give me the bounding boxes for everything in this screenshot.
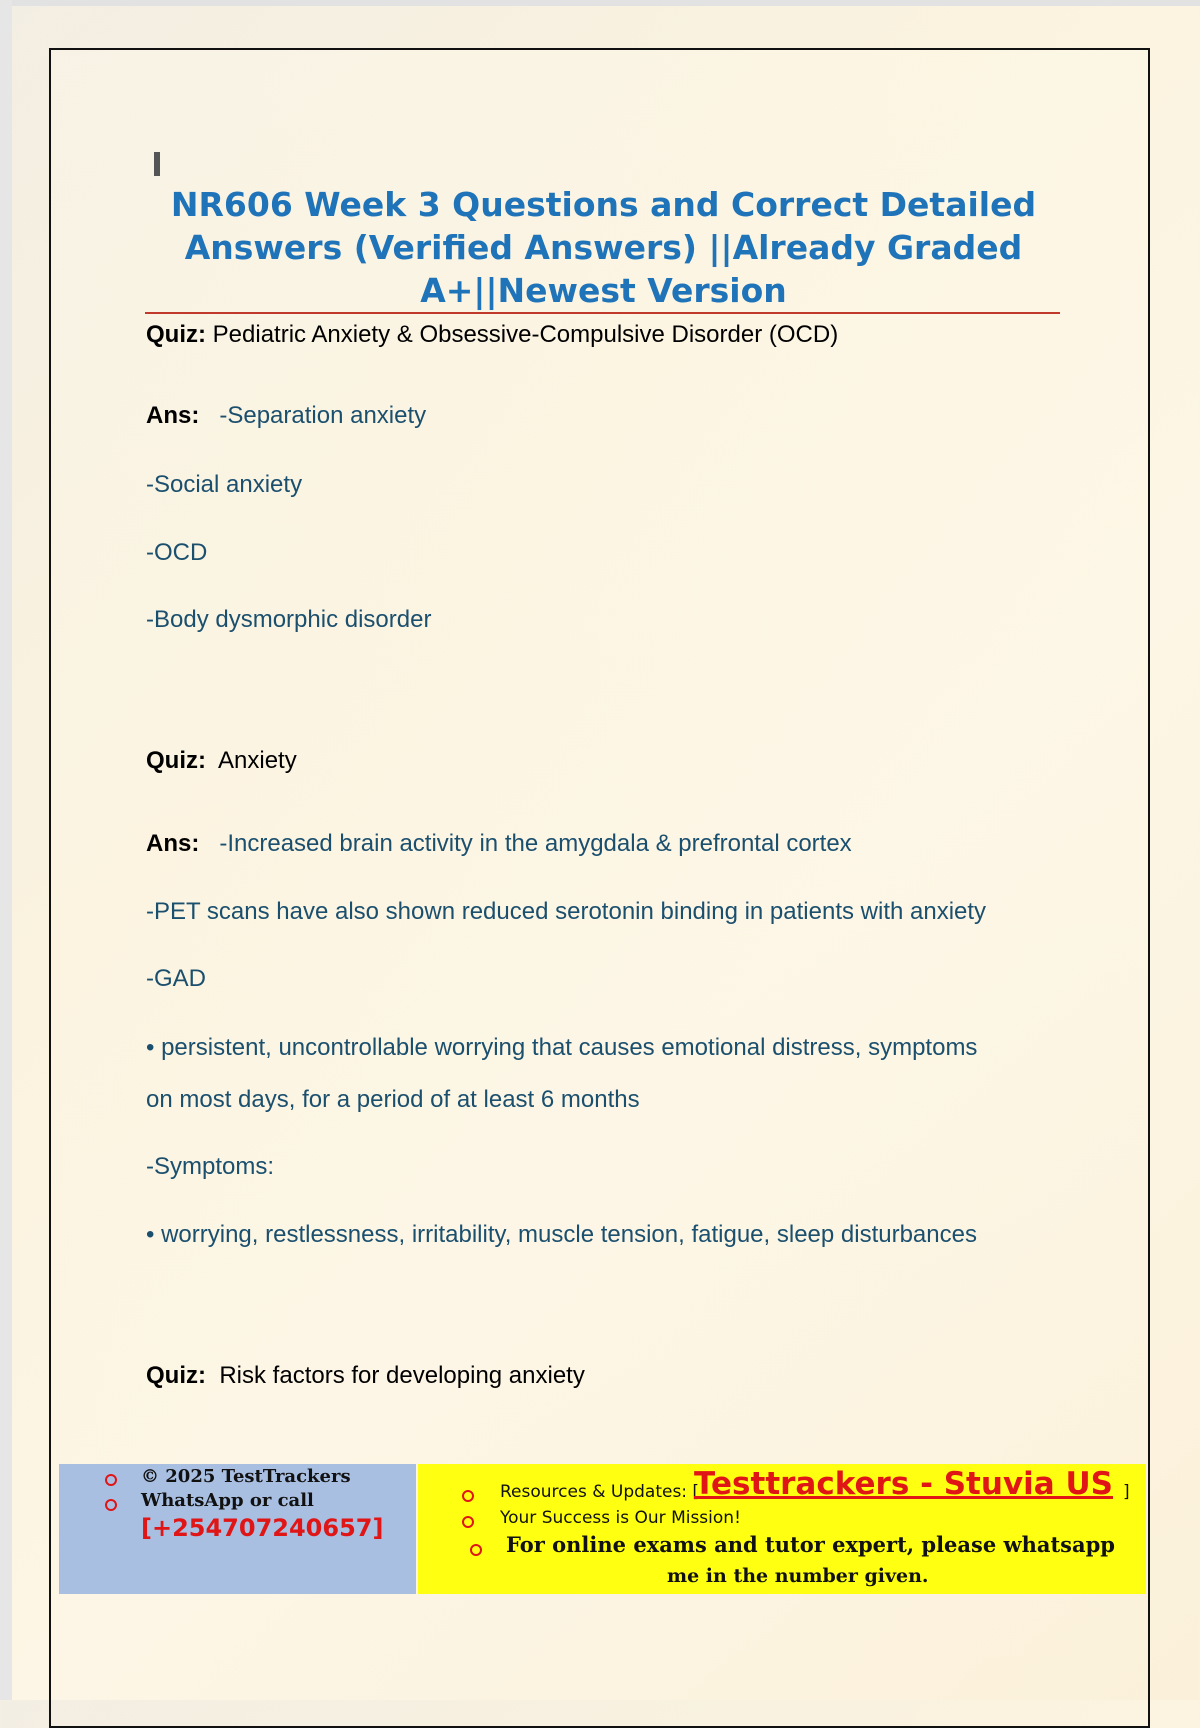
ans-label: Ans: (146, 830, 200, 857)
answer-1-line-1 (146, 402, 426, 430)
quiz-label: Quiz: (146, 321, 206, 348)
answer-1-line-4: -Body dysmorphic disorder (146, 606, 432, 633)
answer-2-line-2: -PET scans have also shown reduced serotonin binding in patients with anxiety (146, 898, 987, 925)
answer-2-line-5: on most days, for a period of at least 6 months (146, 1086, 640, 1113)
answer-2-line-1 (146, 830, 852, 858)
quiz-1 (146, 321, 838, 349)
answer-2-line-3: -GAD (146, 965, 206, 992)
answer-1-line-3: -OCD (146, 539, 208, 566)
mission-text: Your Success is Our Mission! (500, 1508, 741, 1528)
footer-phone: [+254707240657] (141, 1514, 384, 1542)
answer-1-line-2: -Social anxiety (146, 471, 303, 498)
footer-promo-box (418, 1464, 1146, 1594)
resources-link[interactable]: Testtrackers - Stuvia US (694, 1466, 1113, 1502)
title-underline (145, 312, 1060, 314)
page-title (161, 183, 1046, 312)
bullet-icon (462, 1490, 474, 1502)
tutor-line-2: me in the number given. (667, 1565, 929, 1587)
viewer-top-edge (0, 0, 1200, 6)
quiz-text: Anxiety (218, 747, 297, 774)
bullet-icon (105, 1474, 117, 1486)
resources-close-bracket: ] (1123, 1482, 1130, 1502)
title-line-3: A+||Newest Version (420, 271, 787, 310)
footer-whatsapp-label: WhatsApp or call (141, 1490, 314, 1511)
ans-label: Ans: (146, 402, 200, 429)
viewer-left-edge (0, 0, 12, 1700)
answer-text: -Separation anxiety (219, 402, 427, 429)
resources-label: Resources & Updates: [ (500, 1482, 700, 1502)
answer-2-line-7: • worrying, restlessness, irritability, muscle tension, fatigue, sleep disturbances (146, 1221, 977, 1248)
bullet-icon (105, 1499, 117, 1511)
title-line-1: NR606 Week 3 Questions and Correct Detailed (170, 185, 1037, 224)
answer-2-line-4: • persistent, uncontrollable worrying that causes emotional distress, symptoms (146, 1034, 978, 1061)
answer-text: -Increased brain activity in the amygdala & prefrontal cortex (219, 830, 852, 857)
answer-2-line-6: -Symptoms: (146, 1153, 275, 1180)
title-line-2: Answers (Verified Answers) ||Already Graded (184, 228, 1023, 267)
footer-contact-box (59, 1464, 416, 1594)
footer-copyright: © 2025 TestTrackers (141, 1466, 351, 1487)
bullet-icon (470, 1544, 482, 1556)
quiz-3 (146, 1362, 585, 1390)
quiz-label: Quiz: (146, 747, 206, 774)
tutor-line-1: For online exams and tutor expert, please whatsapp (506, 1532, 1115, 1557)
text-cursor-icon (154, 152, 160, 176)
bullet-icon (462, 1516, 474, 1528)
quiz-2 (146, 747, 297, 775)
quiz-label: Quiz: (146, 1362, 206, 1389)
document-page (49, 48, 1150, 1728)
quiz-text: Risk factors for developing anxiety (219, 1362, 585, 1389)
quiz-text: Pediatric Anxiety & Obsessive-Compulsive Disorder (OCD) (212, 321, 839, 348)
